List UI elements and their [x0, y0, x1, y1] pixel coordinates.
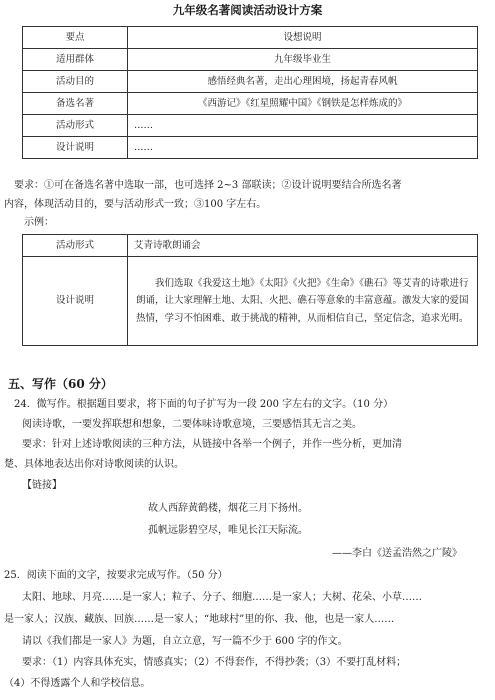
activity-plan-table — [22, 26, 478, 159]
question-25-task: 请以《我们都是一家人》为题，自立立意，写一篇不少于 600 字的作文。 — [22, 636, 348, 647]
question-25-requirement: （4）不得透露个人和学校信息。 — [4, 678, 151, 689]
example-description: 我们选取《我爱这土地》《太阳》《火把》《生命》《礁石》等艾青的诗歌进行朗诵，让大家理解土地、太阳、火把、礁石等意象的丰富意蕴。激发大家的爱国热情，学习不怕困难、敢于挑战的精神，从而相信自己，坚定信念，追求光明。 — [128, 257, 478, 346]
table-cell-label: 活动形式 — [23, 115, 128, 137]
table-cell-label: 活动目的 — [23, 71, 128, 93]
table-cell-label: 要点 — [23, 27, 128, 49]
link-label: 【链接】 — [22, 480, 62, 491]
poem-line: 孤帆远影碧空尽，唯见长江天际流。 — [148, 525, 308, 536]
table-cell-value: …… — [128, 115, 478, 137]
table-row — [23, 235, 478, 257]
question-24-requirement: 要求：针对上述诗歌阅读的三种方法，从链接中各举一个例子，并作一些分析，更加清 — [22, 439, 402, 450]
question-25-requirement: 要求：（1）内容具体充实，情感真实；（2）不得套作，不得抄袭；（3）不要打乱材料； — [22, 657, 407, 668]
table-cell-label: 设计说明 — [23, 137, 128, 159]
table-cell-value: 《西游记》《红星照耀中国》《钢铁是怎样炼成的》 — [128, 93, 478, 115]
document-title: 九年级名著阅读活动设计方案 — [172, 3, 323, 17]
table-cell-value: 感悟经典名著，走出心理困境，扬起青春风帆 — [128, 71, 478, 93]
table-row — [23, 27, 478, 49]
section-title: 五、写作（60 分） — [8, 377, 113, 391]
table-row — [23, 71, 478, 93]
table-row — [23, 93, 478, 115]
table-row — [23, 49, 478, 71]
question-25-prompt: 25．阅读下面的文字，按要求完成写作。（50 分） — [4, 570, 228, 581]
table-cell-label: 适用群体 — [23, 49, 128, 71]
example-table — [22, 234, 478, 346]
table-cell-label: 备选名著 — [23, 93, 128, 115]
table-cell-label: 活动形式 — [23, 235, 128, 257]
table-cell-value: 九年级毕业生 — [128, 49, 478, 71]
question-24-requirement: 楚、具体地表达出你对诗歌阅读的认识。 — [4, 459, 184, 470]
poem-attribution: ——李白《送孟浩然之广陵》 — [332, 548, 462, 559]
table-cell-value: 艾青诗歌朗诵会 — [128, 235, 478, 257]
table-cell-value: …… — [128, 137, 478, 159]
question-25-material: 太阳、地球、月亮……是一家人；粒子、分子、细胞……是一家人；大树、花朵、小草…… — [22, 592, 422, 603]
requirement-text: 要求：①可在备选名著中选取一部，也可选择 2~3 部联读；②设计说明要结合所选名著 — [14, 180, 402, 191]
example-label: 示例： — [24, 217, 54, 228]
question-25-material: 是一家人；汉族、藏族、回族……是一家人；“地球村”里的你、我、他，也是一家人…… — [4, 614, 395, 625]
table-cell-value: 设想说明 — [128, 27, 478, 49]
requirement-text: 内容，体现活动目的，要与活动形式一致；③100 字左右。 — [4, 199, 267, 210]
table-row — [23, 257, 478, 346]
table-row — [23, 115, 478, 137]
question-24-text: 阅读诗歌，一要发挥联想和想象，二要体味诗歌意境，三要感悟其无言之美。 — [22, 419, 362, 430]
question-24-prompt: 24．微写作。根据题目要求，将下面的句子扩写为一段 200 字左右的文字。（10 分） — [14, 399, 394, 410]
table-row — [23, 137, 478, 159]
table-cell-label: 设计说明 — [23, 257, 128, 346]
poem-line: 故人西辞黄鹤楼，烟花三月下扬州。 — [148, 503, 308, 514]
